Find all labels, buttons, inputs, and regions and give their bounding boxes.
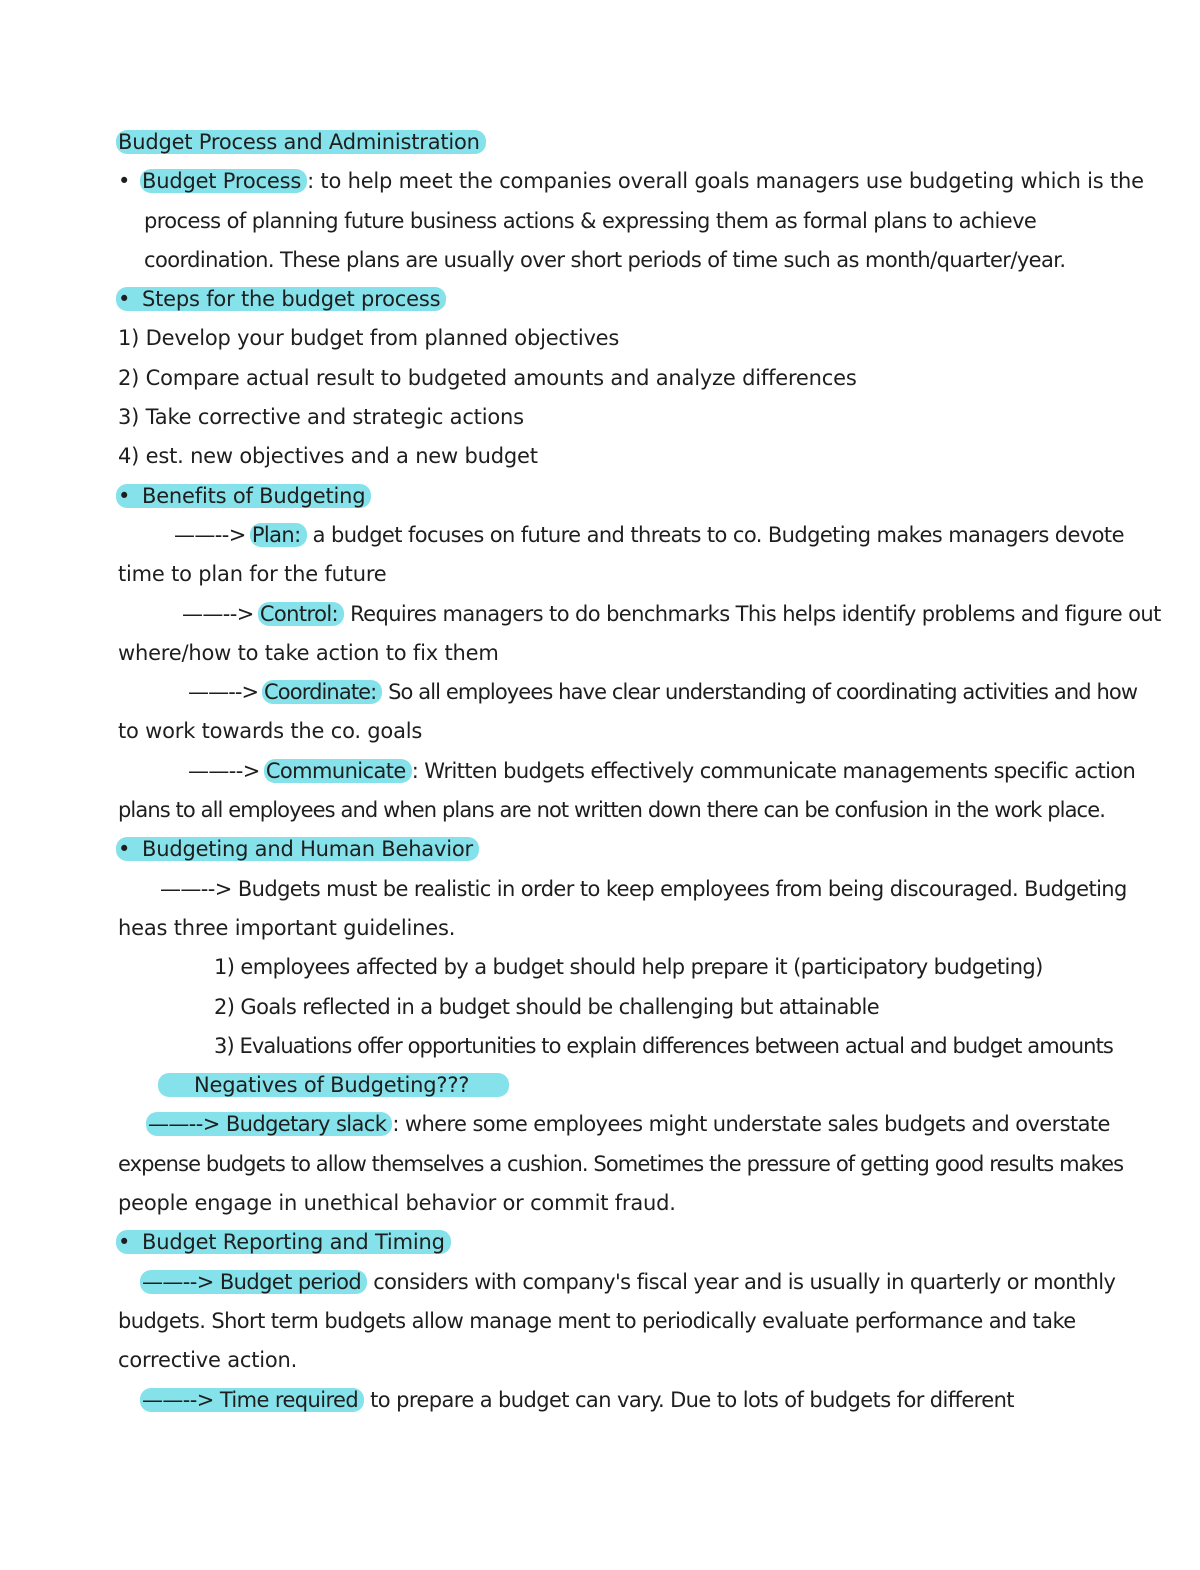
arrow: ——--> xyxy=(182,601,254,626)
budget-period-text: considers with company's fiscal year and is usually in quarterly or monthly xyxy=(367,1269,1116,1294)
time-required-line xyxy=(118,1381,1083,1420)
bullet-marker: • xyxy=(118,169,131,194)
step-3: 3) Take corrective and strategic actions xyxy=(118,405,524,430)
budget-period-label: ——--> Budget period xyxy=(140,1270,367,1294)
coordinate-line-cont: to work towards the co. goals xyxy=(118,719,423,744)
communicate-line xyxy=(118,752,1136,791)
bullet-marker: • xyxy=(118,837,131,862)
arrow: ——--> xyxy=(188,680,259,705)
arrow: ——--> xyxy=(174,522,246,547)
budget-process-text: : to help meet the companies overall goals managers use budgeting which is the xyxy=(307,169,1144,194)
coordinate-line xyxy=(118,673,1138,712)
plan-line-cont: time to plan for the future xyxy=(118,562,387,587)
guideline-2: 2) Goals reflected in a budget should be challenging but attainable xyxy=(214,994,880,1019)
control-text: Requires managers to do benchmarks This helps identify problems and figure out xyxy=(344,601,1161,626)
title-line xyxy=(118,123,1083,162)
human-behavior-heading: • Budgeting and Human Behavior xyxy=(116,837,479,861)
coordinate-text: So all employees have clear understanding of coordinating activities and how xyxy=(382,680,1138,705)
human-behavior-line-1: ——--> Budgets must be realistic in order to keep employees from being discouraged. Budgeting xyxy=(160,876,1127,901)
arrow: ——--> xyxy=(188,758,260,783)
communicate-line-cont: plans to all employees and when plans are not written down there can be confusion in the work place. xyxy=(118,798,1105,823)
benefits-heading-line xyxy=(118,477,1083,516)
plan-line xyxy=(118,516,1124,555)
budgetary-slack-line-3: people engage in unethical behavior or commit fraud. xyxy=(118,1191,676,1216)
step-4: 4) est. new objectives and a new budget xyxy=(118,444,538,469)
communicate-label: Communicate xyxy=(264,759,412,783)
budgetary-slack-label: ——--> Budgetary slack xyxy=(146,1112,392,1136)
negatives-heading-line xyxy=(118,1066,1083,1105)
budget-period-line xyxy=(118,1263,1116,1302)
guideline-1: 1) employees affected by a budget should help prepare it (participatory budgeting) xyxy=(214,955,1043,980)
reporting-heading: • Budget Reporting and Timing xyxy=(116,1230,451,1254)
reporting-heading-line xyxy=(118,1223,1083,1262)
bullet-marker: • xyxy=(118,1230,131,1255)
human-behavior-heading-line xyxy=(118,830,1083,869)
budgetary-slack-text: : where some employees might understate sales budgets and overstate xyxy=(392,1112,1110,1137)
time-required-text: to prepare a budget can vary. Due to lots of budgets for different xyxy=(364,1387,1014,1412)
human-behavior-line-2: heas three important guidelines. xyxy=(118,915,456,940)
steps-heading-line xyxy=(118,280,1083,319)
control-label: Control: xyxy=(258,602,344,626)
step-2: 2) Compare actual result to budgeted amounts and analyze differences xyxy=(118,365,857,390)
page-title: Budget Process and Administration xyxy=(116,130,486,154)
step-1: 1) Develop your budget from planned objectives xyxy=(118,326,620,351)
budget-process-line-1 xyxy=(118,162,1144,201)
time-required-label: ——--> Time required xyxy=(140,1388,364,1412)
budgetary-slack-line-2: expense budgets to allow themselves a cushion. Sometimes the pressure of getting good results makes xyxy=(118,1151,1124,1176)
control-line-cont: where/how to take action to fix them xyxy=(118,640,499,665)
budgetary-slack-line xyxy=(118,1105,1110,1144)
bullet-marker: • xyxy=(118,483,131,508)
guideline-3: 3) Evaluations offer opportunities to explain differences between actual and budget amounts xyxy=(214,1033,1113,1058)
steps-heading: • Steps for the budget process xyxy=(116,287,446,311)
budget-process-line-3: coordination. These plans are usually over short periods of time such as month/quarter/year. xyxy=(144,247,1066,272)
communicate-text: : Written budgets effectively communicate managements specific action xyxy=(411,758,1136,783)
budget-period-line-3: corrective action. xyxy=(118,1348,298,1373)
benefits-heading: • Benefits of Budgeting xyxy=(116,484,371,508)
negatives-heading: Negatives of Budgeting??? xyxy=(158,1073,509,1097)
plan-label: Plan: xyxy=(250,523,307,547)
budget-process-line-2: process of planning future business actions & expressing them as formal plans to achieve xyxy=(144,208,1037,233)
budget-period-line-2: budgets. Short term budgets allow manage ment to periodically evaluate performance and take xyxy=(118,1308,1076,1333)
bullet-marker: • xyxy=(118,287,131,312)
control-line xyxy=(118,595,1161,634)
budget-process-label: Budget Process xyxy=(140,169,307,193)
notes-body xyxy=(118,123,1161,1420)
plan-text: a budget focuses on future and threats to co. Budgeting makes managers devote xyxy=(306,522,1124,547)
coordinate-label: Coordinate: xyxy=(262,680,382,704)
